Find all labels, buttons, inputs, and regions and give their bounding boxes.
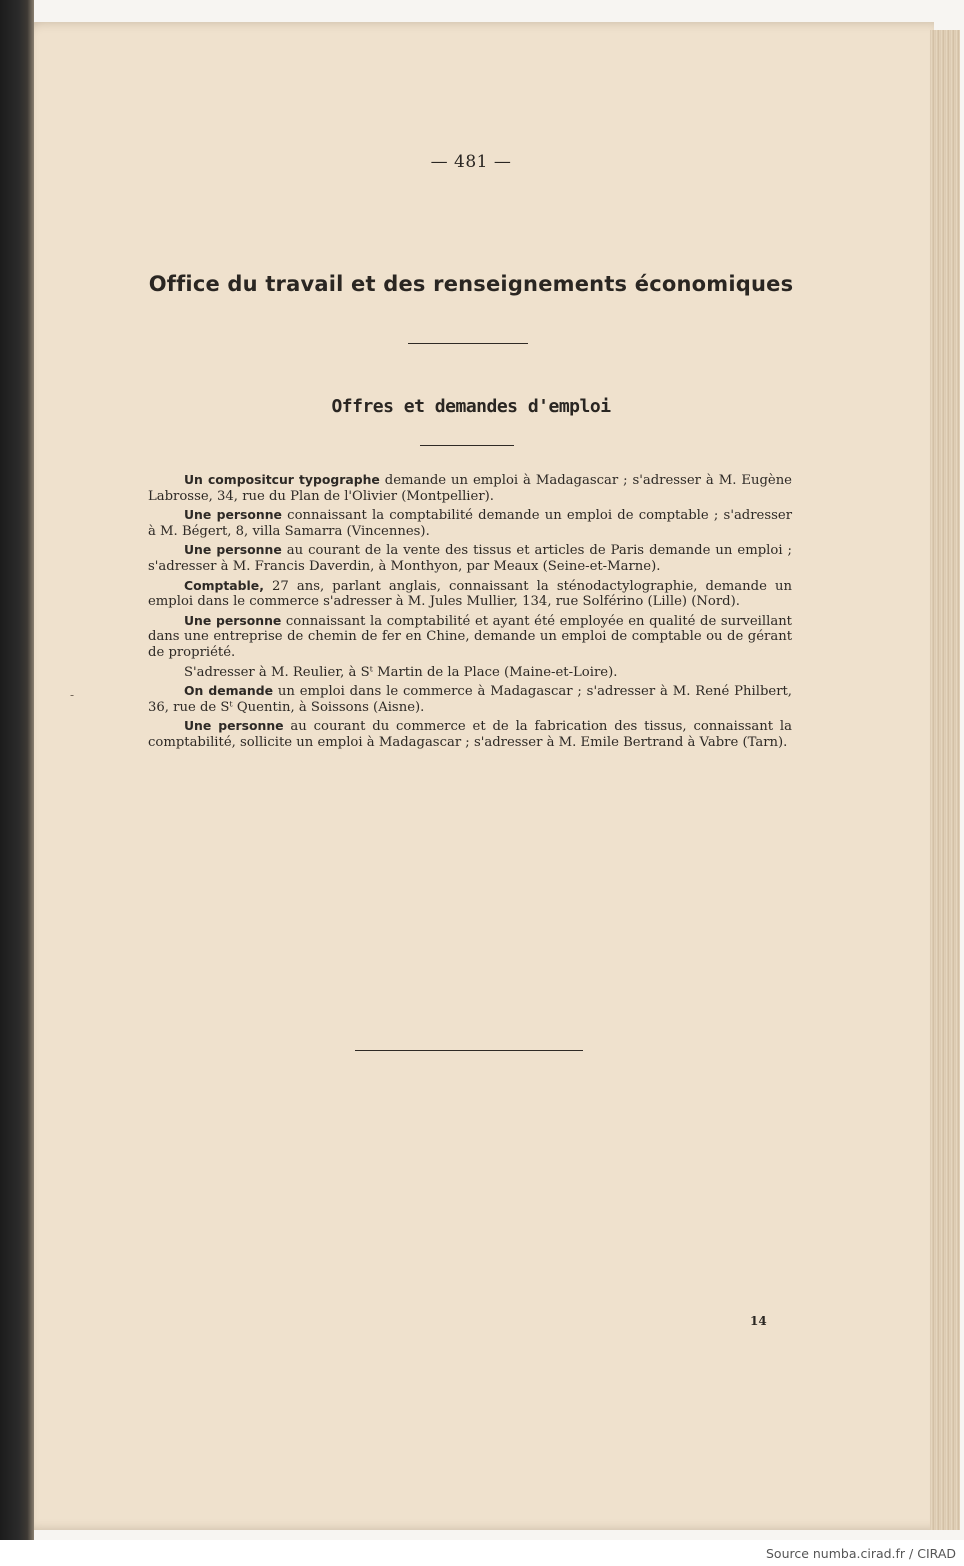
section-divider <box>420 445 514 446</box>
entry-lead: Une personne <box>184 507 282 523</box>
listing-entry <box>148 664 792 681</box>
entry-text: demande un emploi à Madagascar ; s'adresser à M. Eugène Labrosse, 34, rue du Plan de l'Olivier (Montpellier). <box>148 473 792 504</box>
paper-page <box>22 22 934 1530</box>
entry-text: au courant du commerce et de la fabrication des tissus, connaissant la comptabilité, sollicite un emploi à Madagascar ; s'adresser à M. Emile Bertrand à Vabre (Tarn). <box>148 719 792 750</box>
book-binding <box>0 0 34 1540</box>
listing-entry <box>148 613 792 661</box>
entry-lead: Un compositcur typographe <box>184 472 380 487</box>
entry-text: 27 ans, parlant anglais, connaissant la sténodactylographie, demande un emploi dans le commerce s'adresser à M. Jules Mullier, 134, rue Solférino (Lille) (Nord). <box>148 578 792 610</box>
page-title: Office du travail et des renseignements économiques <box>148 272 794 296</box>
margin-mark: - <box>70 688 75 702</box>
listing-entry <box>148 683 792 715</box>
page-edges <box>930 30 960 1530</box>
job-listings <box>148 472 792 754</box>
signature-mark: 14 <box>750 1314 767 1328</box>
listing-entry <box>148 542 792 574</box>
listing-entry <box>148 718 792 750</box>
entry-lead: Comptable, <box>184 577 264 593</box>
source-credit: Source numba.cirad.fr / CIRAD <box>765 1546 956 1561</box>
entry-lead: On demande <box>184 683 273 699</box>
end-divider <box>355 1050 583 1051</box>
entry-text: connaissant la comptabilité demande un emploi de comptable ; s'adresser à M. Bégert, 8, villa Samarra (Vincennes). <box>148 508 792 539</box>
section-title: Offres et demandes d'emploi <box>331 396 611 417</box>
listing-entry <box>148 578 792 610</box>
listing-entry <box>148 507 792 539</box>
entry-text: connaissant la comptabilité et ayant été employée en qualité de surveillant dans une entreprise de chemin de fer en Chine, demande un emploi de comptable ou de gérant de propriété. <box>148 613 792 660</box>
page-number: — 481 — <box>430 152 512 172</box>
entry-lead: Une personne <box>184 542 282 558</box>
entry-text: S'adresser à M. Reulier, à Sᵗ Martin de la Place (Maine-et-Loire). <box>184 664 618 680</box>
title-divider <box>408 343 528 344</box>
listing-entry <box>148 472 792 504</box>
entry-text: au courant de la vente des tissus et articles de Paris demande un emploi ; s'adresser à M. Francis Daverdin, à Monthyon, par Meaux (Seine-et-Marne). <box>148 543 792 574</box>
entry-text: un emploi dans le commerce à Madagascar ; s'adresser à M. René Philbert, 36, rue de Sᵗ Quentin, à Soissons (Aisne). <box>148 684 792 715</box>
entry-lead: Une personne <box>184 718 284 734</box>
entry-lead: Une personne <box>184 612 282 628</box>
